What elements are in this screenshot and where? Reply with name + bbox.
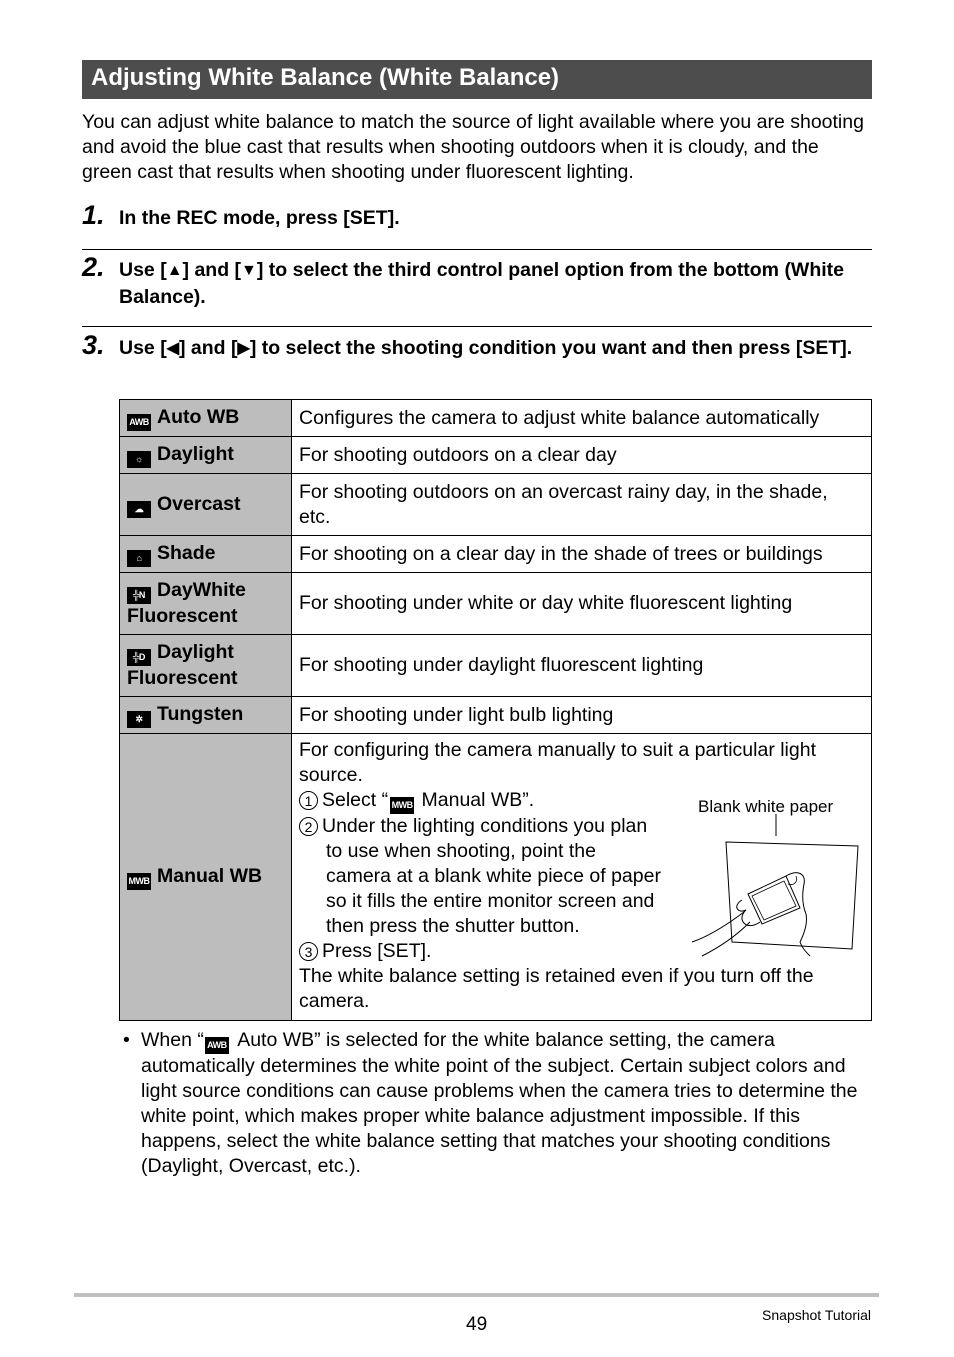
tungsten-icon: ✲ (127, 711, 151, 728)
manual-wb-icon: MWB (390, 797, 414, 814)
mode-cell: MWB Manual WB (120, 734, 292, 1021)
description-cell: For shooting outdoors on a clear day (292, 437, 872, 474)
manual-wb-icon: MWB (127, 873, 151, 890)
mode-cell: ☁ Overcast (120, 474, 292, 536)
table-row (120, 400, 872, 437)
manual-wb-description: For configuring the camera manually to suit a particular light source. 1 Select “ MWB Manual WB”. 2 Under the lighting conditions you plan to use when shooting, point the camera at a blank white piece of paper so it fills the entire monitor screen and then press the shutter button. 3 Press [SET]. The white balance setting is retained even if you turn off the camera. (299, 738, 865, 1014)
section-title-bar (82, 60, 872, 99)
mode-cell: ✲ Tungsten (120, 697, 292, 734)
step-divider (82, 326, 872, 327)
page-number: 49 (466, 1314, 488, 1335)
mode-cell: ╬N DayWhite Fluorescent (120, 573, 292, 635)
step-number: 3. (82, 330, 105, 360)
step-divider (82, 249, 872, 250)
footer-divider (74, 1293, 879, 1297)
illustration-label: Blank white paper (698, 797, 834, 816)
description-cell: For shooting under daylight fluorescent lighting (292, 635, 872, 697)
step-text: In the REC mode, press [SET]. (119, 207, 400, 229)
manual-step-3: 3 Press [SET]. (299, 939, 865, 964)
left-arrow-icon: ◀ (166, 340, 179, 357)
table-row (120, 437, 872, 474)
step-number: 1. (82, 200, 105, 230)
description-cell (292, 734, 872, 1021)
description-cell: For shooting under white or day white fluorescent lighting (292, 573, 872, 635)
step-text: Use [◀] and [▶] to select the shooting condition you want and then press [SET]. (119, 337, 853, 359)
up-arrow-icon: ▲ (166, 262, 183, 279)
description-cell: For shooting outdoors on an overcast rainy day, in the shade, etc. (292, 474, 872, 536)
description-cell: For shooting under light bulb lighting (292, 697, 872, 734)
table-row (120, 734, 872, 1021)
right-arrow-icon: ▶ (237, 340, 250, 357)
shade-icon: ⌂ (127, 550, 151, 567)
down-arrow-icon: ▼ (241, 262, 257, 279)
manual-step-2: 2 Under the lighting conditions you plan (299, 814, 865, 839)
manual-step-1: 1 Select “ MWB Manual WB”. (299, 788, 865, 814)
table-row (120, 697, 872, 734)
step-text: Use [▲] and [▼] to select the third control panel option from the bottom (White Balance). (119, 259, 845, 308)
auto-wb-icon: AWB (205, 1037, 229, 1054)
section-title: Adjusting White Balance (White Balance) (91, 64, 560, 91)
daylight-fluorescent-icon: ╬D (127, 649, 151, 666)
description-cell: Configures the camera to adjust white balance automatically (292, 400, 872, 437)
table-row (120, 536, 872, 573)
mode-cell: ╬D Daylight Fluorescent (120, 635, 292, 697)
description-cell: For shooting on a clear day in the shade of trees or buildings (292, 536, 872, 573)
white-balance-table (119, 399, 872, 1021)
table-row (120, 474, 872, 536)
daylight-icon: ☼ (127, 451, 151, 468)
mode-cell: AWB Auto WB (120, 400, 292, 437)
table-row (120, 635, 872, 697)
footer-section-name: Snapshot Tutorial (762, 1307, 871, 1323)
table-row (120, 573, 872, 635)
daywhite-fluorescent-icon: ╬N (127, 587, 151, 604)
step-number: 2. (82, 252, 105, 282)
mode-cell: ⌂ Shade (120, 536, 292, 573)
auto-wb-icon: AWB (127, 414, 151, 431)
overcast-icon: ☁ (127, 501, 151, 518)
bullet-marker: • (123, 1029, 130, 1051)
mode-cell: ☼ Daylight (120, 437, 292, 474)
camera-pointing-at-paper-illustration (688, 814, 863, 959)
intro-paragraph: You can adjust white balance to match the source of light available where you are shooting and avoid the blue cast that results when shooting outdoors when it is cloudy, and the green cast that results when shooting under fluorescent lighting. (82, 111, 864, 183)
